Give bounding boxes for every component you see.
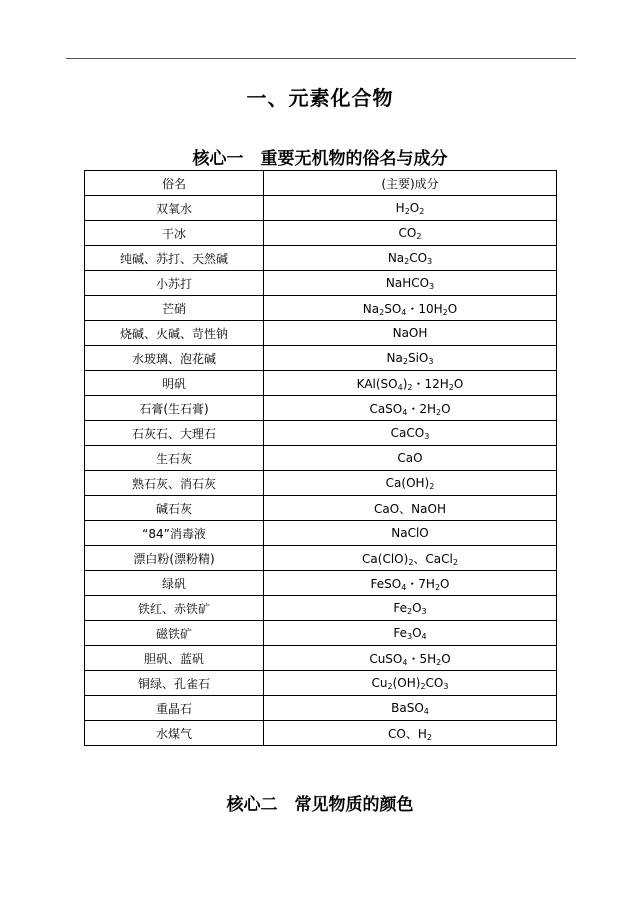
table-row <box>85 271 557 296</box>
formula-subscript: 2 <box>402 357 408 366</box>
common-name-cell: 绿矾 <box>85 571 264 596</box>
formula-text: CaSO <box>369 401 403 416</box>
formula-subscript: 2 <box>416 232 422 241</box>
table-row <box>85 571 557 596</box>
table-row <box>85 621 557 646</box>
formula-text: ・10H <box>406 301 443 316</box>
core2-title: 核心二 常见物质的颜色 <box>226 795 414 815</box>
formula-text: Ca(ClO) <box>362 551 409 566</box>
common-name-cell: 铜绿、孔雀石 <box>85 671 264 696</box>
composition-cell <box>264 446 557 471</box>
common-name-cell: “84”消毒液 <box>85 521 264 546</box>
table-row <box>85 196 557 221</box>
formula-text: Na <box>387 251 405 265</box>
formula-text: O <box>440 576 450 591</box>
composition-cell <box>264 396 557 421</box>
formula-text: KAl(SO <box>356 376 398 391</box>
header-rule <box>66 58 576 59</box>
formula-subscript: 4 <box>401 307 407 317</box>
formula-text: Na <box>362 301 380 316</box>
formula-subscript: 4 <box>402 407 408 417</box>
table-row <box>85 346 557 371</box>
formula-subscript: 3 <box>421 607 427 616</box>
formula-subscript: 2 <box>436 657 442 667</box>
formula-text: CO <box>425 676 444 690</box>
formula-subscript: 4 <box>402 657 408 667</box>
table-row <box>85 596 557 621</box>
common-name-cell: 小苏打 <box>85 271 264 296</box>
table-row <box>85 321 557 346</box>
formula-text: Fe <box>393 601 407 615</box>
table-row <box>85 521 557 546</box>
formula-subscript: 2 <box>420 682 426 691</box>
formula-text: CO、H <box>388 726 427 741</box>
formula-subscript: 3 <box>407 632 413 641</box>
formula-subscript: 3 <box>427 257 433 266</box>
header-composition: (主要)成分 <box>264 171 557 196</box>
formula-text: Na <box>386 351 403 365</box>
composition-cell <box>264 196 557 221</box>
formula-text: BaSO <box>391 701 424 715</box>
formula-text: O <box>447 301 458 316</box>
formula-subscript: 2 <box>404 207 410 216</box>
composition-cell <box>264 496 557 521</box>
table-row <box>85 221 557 246</box>
formula-subscript: 3 <box>443 682 449 691</box>
formula-subscript: 2 <box>419 207 425 216</box>
formula-subscript: 3 <box>429 282 435 291</box>
formula-text: CaO、NaOH <box>374 501 446 516</box>
table-header-row <box>85 171 557 196</box>
formula-text: ・2H <box>407 401 436 416</box>
common-name-cell: 石膏(生石膏) <box>85 396 264 421</box>
table-row <box>85 646 557 671</box>
formula-text: O <box>453 376 464 391</box>
formula-subscript: 2 <box>408 557 414 567</box>
common-name-cell: 胆矾、蓝矾 <box>85 646 264 671</box>
composition-cell <box>264 221 557 246</box>
common-name-cell: 石灰石、大理石 <box>85 421 264 446</box>
formula-text: NaClO <box>391 526 429 540</box>
common-name-cell: 芒硝 <box>85 296 264 321</box>
table-row <box>85 446 557 471</box>
formula-subscript: 4 <box>423 707 429 716</box>
common-name-cell: 干冰 <box>85 221 264 246</box>
formula-text: CaO <box>397 451 423 465</box>
formula-subscript: 2 <box>407 607 413 616</box>
formula-text: ・12H <box>412 376 449 391</box>
common-name-cell: 双氧水 <box>85 196 264 221</box>
table-row <box>85 471 557 496</box>
common-name-cell: 重晶石 <box>85 696 264 721</box>
common-name-cell: 漂白粉(漂粉精) <box>85 546 264 571</box>
formula-text: FeSO <box>370 576 402 591</box>
table-row <box>85 546 557 571</box>
table-row <box>85 421 557 446</box>
formula-subscript: 2 <box>379 307 385 317</box>
composition-cell <box>264 696 557 721</box>
formula-text: Cu <box>371 676 388 690</box>
table-body <box>85 196 557 746</box>
formula-text: Ca(OH) <box>385 476 430 490</box>
formula-text: H <box>395 201 405 215</box>
common-name-cell: 生石灰 <box>85 446 264 471</box>
table-row <box>85 696 557 721</box>
formula-subscript: 3 <box>424 432 430 441</box>
table-row <box>85 496 557 521</box>
composition-cell <box>264 271 557 296</box>
formula-text: CaCO <box>390 426 425 440</box>
formula-text: O <box>412 626 422 640</box>
composition-cell <box>264 321 557 346</box>
formula-subscript: 4 <box>401 582 407 592</box>
formula-subscript: 4 <box>421 632 427 641</box>
table-row <box>85 371 557 396</box>
formula-subscript: 2 <box>429 482 435 491</box>
section-title: 一、元素化合物 <box>246 86 394 110</box>
composition-cell <box>264 546 557 571</box>
formula-text: (OH) <box>392 676 421 690</box>
common-name-cell: 铁红、赤铁矿 <box>85 596 264 621</box>
formula-subscript: 3 <box>428 357 434 366</box>
composition-cell <box>264 296 557 321</box>
core1-title: 核心一 重要无机物的俗名与成分 <box>192 149 448 169</box>
formula-subscript: 4 <box>397 382 403 392</box>
composition-cell <box>264 521 557 546</box>
formula-text: 、CaCl <box>413 551 453 566</box>
formula-subscript: 2 <box>387 682 393 691</box>
common-name-cell: 碱石灰 <box>85 496 264 521</box>
table-row <box>85 246 557 271</box>
formula-subscript: 2 <box>436 407 442 417</box>
formula-text: ・7H <box>406 576 435 591</box>
formula-text: NaOH <box>392 326 428 340</box>
formula-text: O <box>441 401 451 416</box>
table-row <box>85 721 557 746</box>
formula-text: CO <box>398 226 417 240</box>
composition-cell <box>264 346 557 371</box>
common-name-cell: 磁铁矿 <box>85 621 264 646</box>
composition-cell <box>264 246 557 271</box>
formula-text: O <box>412 601 422 615</box>
formula-text: O <box>441 651 451 666</box>
formula-subscript: 2 <box>452 557 458 567</box>
table-row <box>85 671 557 696</box>
composition-cell <box>264 721 557 746</box>
names-table <box>84 170 557 746</box>
formula-text: Fe <box>393 626 407 640</box>
formula-text: O <box>409 201 420 215</box>
common-name-cell: 纯碱、苏打、天然碱 <box>85 246 264 271</box>
formula-subscript: 2 <box>404 257 410 266</box>
common-name-cell: 水玻璃、泡花碱 <box>85 346 264 371</box>
formula-subscript: 2 <box>407 382 413 392</box>
formula-text: SO <box>384 301 402 316</box>
common-name-cell: 明矾 <box>85 371 264 396</box>
composition-cell <box>264 371 557 396</box>
common-name-cell: 熟石灰、消石灰 <box>85 471 264 496</box>
formula-text: SiO <box>407 351 429 365</box>
common-name-cell: 烧碱、火碱、苛性钠 <box>85 321 264 346</box>
formula-subscript: 2 <box>448 382 454 392</box>
composition-cell <box>264 421 557 446</box>
formula-text: CuSO <box>369 651 403 666</box>
composition-cell <box>264 621 557 646</box>
table-row <box>85 296 557 321</box>
composition-cell <box>264 571 557 596</box>
formula-text: CO <box>409 251 428 265</box>
common-name-cell: 水煤气 <box>85 721 264 746</box>
formula-subscript: 2 <box>442 307 448 317</box>
table-row <box>85 396 557 421</box>
formula-subscript: 2 <box>426 732 432 742</box>
formula-text: NaHCO <box>385 276 430 290</box>
header-common-name: 俗名 <box>85 171 264 196</box>
composition-cell <box>264 596 557 621</box>
formula-subscript: 2 <box>434 582 441 592</box>
composition-cell <box>264 471 557 496</box>
composition-cell <box>264 646 557 671</box>
formula-text: ・5H <box>407 651 437 666</box>
formula-text: ) <box>402 376 408 391</box>
composition-cell <box>264 671 557 696</box>
